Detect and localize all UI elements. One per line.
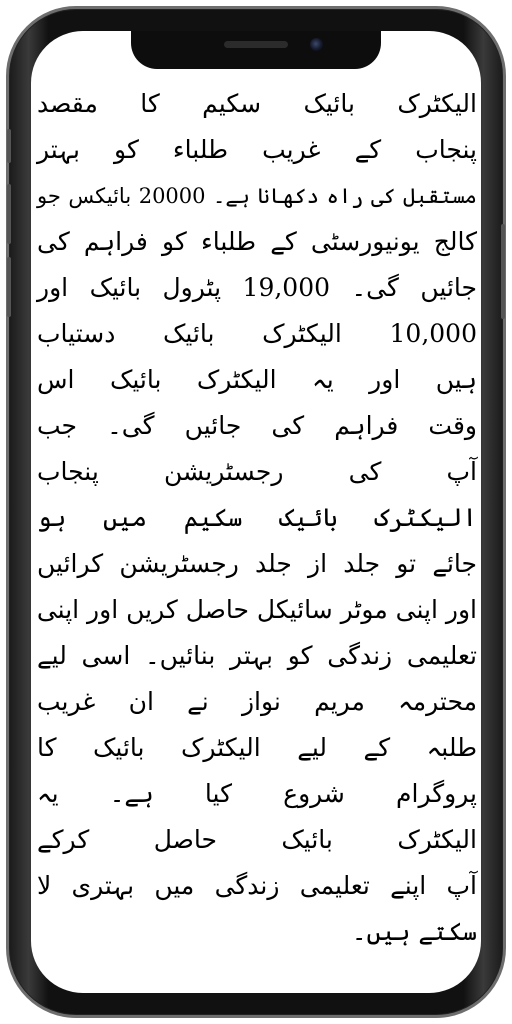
power-button (501, 224, 505, 319)
silent-switch (7, 129, 11, 163)
text-line: جائیں گی۔ 19,000 پٹرول بائیک اور (37, 273, 477, 302)
text-line: آپ اپنے تعلیمی زندگی میں بہتری لا (37, 871, 477, 900)
text-line: الیکٹرک بائیک سکیم میں ہو (37, 503, 477, 532)
speaker-grille (224, 41, 288, 48)
text-line: کالج یونیورسٹی کے طلباء کو فراہم کی (37, 227, 477, 256)
text-line: پنجاب کے غریب طلباء کو بہتر (37, 135, 477, 164)
volume-up-button (7, 184, 11, 244)
volume-down-button (7, 257, 11, 317)
text-line: اور اپنی موٹر سائیکل حاصل کریں اور اپنی (36, 595, 477, 624)
text-line: ہیں اور یہ الیکٹرک بائیک اس (37, 365, 477, 394)
text-line: مستقبل کی راہ دکھانا ہے۔ 20000 بائیکس جو (37, 184, 477, 208)
text-line: سکتے ہیں۔ (351, 917, 477, 946)
text-line: تعلیمی زندگی کو بہتر بنائیں۔ اسی لیے (37, 641, 477, 670)
article-text (37, 81, 477, 985)
text-line: طلبہ کے لیے الیکٹرک بائیک کا (37, 733, 477, 762)
text-line: الیکٹرک بائیک حاصل کرکے (37, 825, 477, 854)
text-line: پروگرام شروع کیا ہے۔ یہ (37, 779, 477, 808)
text-line: وقت فراہم کی جائیں گی۔ جب (37, 411, 477, 440)
text-line: جائے تو جلد از جلد رجسٹریشن کرائیں (37, 549, 477, 578)
notch (131, 31, 381, 69)
text-line: 10,000 الیکٹرک بائیک دستیاب (37, 319, 477, 348)
phone-frame (6, 6, 506, 1018)
text-line: محترمہ مریم نواز نے ان غریب (37, 687, 477, 716)
text-line: الیکٹرک بائیک سکیم کا مقصد (37, 89, 477, 118)
text-line: آپ کی رجسٹریشن پنجاب (37, 457, 477, 486)
front-camera-icon (310, 38, 323, 51)
